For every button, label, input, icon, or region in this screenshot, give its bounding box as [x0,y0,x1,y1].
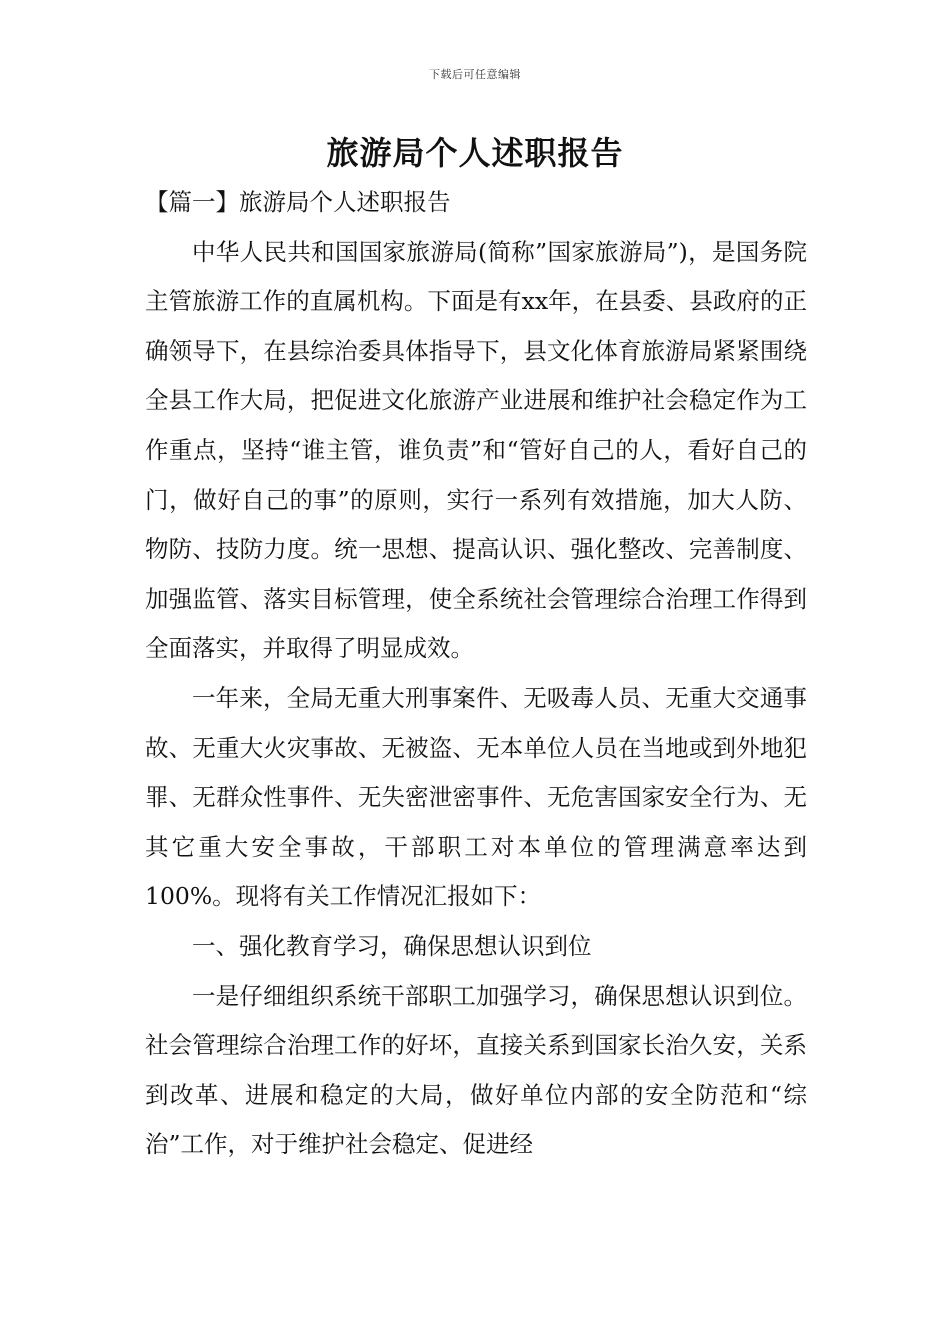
paragraph-intro: 中华人民共和国国家旅游局(简称”国家旅游局”)，是国务院主管旅游工作的直属机构。下面是有xx年，在县委、县政府的正确领导下，在县综治委具体指导下，县文化体育旅游局紧紧围绕全县工作大局，把促进文化旅游产业进展和维护社会稳定作为工作重点，坚持“谁主管，谁负责”和“管好自己的人，看好自己的门，做好自己的事”的原则，实行一系列有效措施，加大人防、物防、技防力度。统一思想、提高认识、强化整改、完善制度、加强监管、落实目标管理，使全系统社会管理综合治理工作得到全面落实，并取得了明显成效。 [145,237,807,663]
section-label: 【篇一】旅游局个人述职报告 [145,188,451,216]
document-body [145,178,807,1170]
header-note: 下载后可任意编辑 [429,68,521,81]
section-heading-one: 一、强化教育学习，确保思想认识到位 [192,931,592,960]
paragraph-summary: 一年来，全局无重大刑事案件、无吸毒人员、无重大交通事故、无重大火灾事故、无被盗、无本单位人员在当地或到外地犯罪、无群众性事件、无失密泄密事件、无危害国家安全行为、无其它重大安全事故，干部职工对本单位的管理满意率达到100%。现将有关工作情况汇报如下： [145,683,807,911]
paragraph-study: 一是仔细组织系统干部职工加强学习，确保思想认识到位。社会管理综合治理工作的好坏，直接关系到国家长治久安，关系到改革、进展和稳定的大局，做好单位内部的安全防范和“综治”工作，对于维护社会稳定、促进经 [145,981,807,1159]
document-title: 旅游局个人述职报告 [326,134,624,172]
